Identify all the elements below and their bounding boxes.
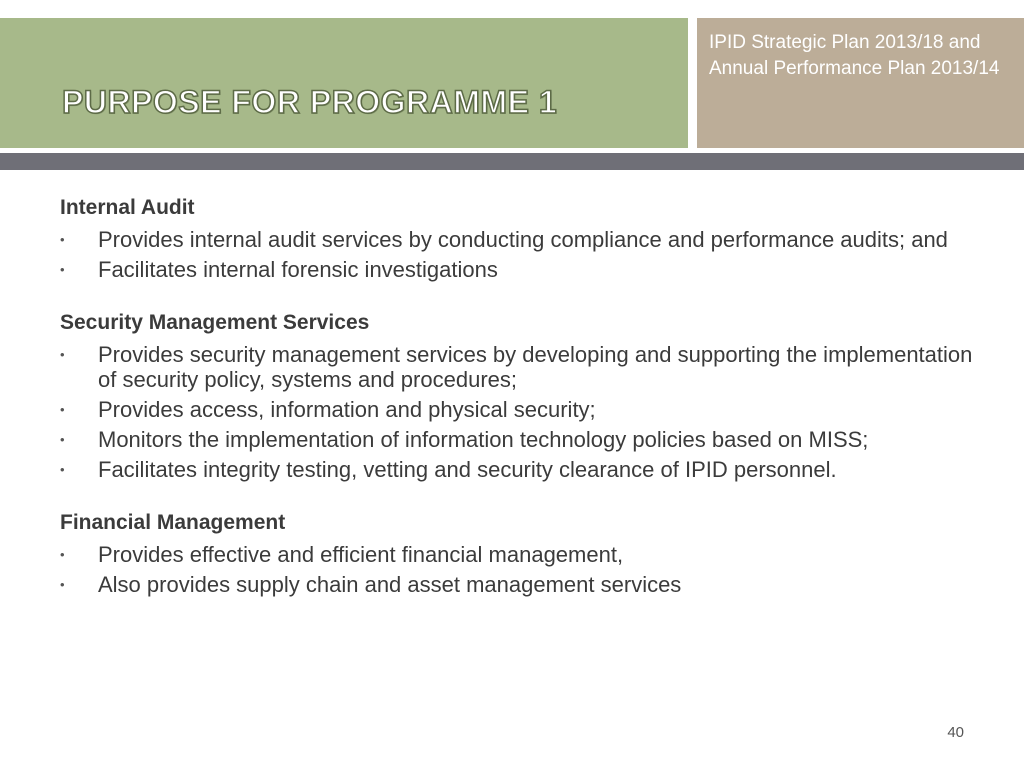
- page-number: 40: [947, 724, 964, 741]
- bullet-item: [60, 542, 980, 567]
- bullet-text: Facilitates integrity testing, vetting and security clearance of IPID personnel.: [98, 457, 837, 482]
- section-heading: Security Management Services: [60, 311, 370, 334]
- bullet-icon: •: [60, 577, 65, 592]
- bullet-icon: •: [60, 547, 65, 562]
- bullet-list: [60, 542, 980, 597]
- bullet-item: [60, 342, 980, 392]
- bullet-text: Provides internal audit services by conducting compliance and performance audits; and: [98, 227, 948, 252]
- bullet-text: Provides security management services by developing and supporting the implementation of security policy, systems and procedures;: [98, 342, 973, 392]
- section-heading: Internal Audit: [60, 196, 195, 219]
- divider-bar: [0, 153, 1024, 170]
- bullet-item: [60, 572, 980, 597]
- bullet-text: Provides effective and efficient financial management,: [98, 542, 624, 567]
- side-banner: [697, 18, 1024, 148]
- bullet-item: [60, 227, 980, 252]
- bullet-text: Also provides supply chain and asset management services: [98, 572, 682, 597]
- slide-title: PURPOSE FOR PROGRAMME 1: [62, 84, 558, 120]
- bullet-icon: •: [60, 432, 65, 447]
- bullet-list: [60, 227, 980, 282]
- slide-content: [60, 194, 980, 624]
- title-banner: [0, 18, 688, 148]
- bullet-icon: •: [60, 262, 65, 277]
- bullet-item: [60, 257, 980, 282]
- bullet-icon: •: [60, 232, 65, 247]
- bullet-icon: •: [60, 402, 65, 417]
- section-internal-audit: [60, 194, 980, 282]
- section-financial-management: [60, 509, 980, 597]
- bullet-icon: •: [60, 462, 65, 477]
- bullet-item: [60, 457, 980, 482]
- section-heading: Financial Management: [60, 511, 286, 534]
- bullet-text: Provides access, information and physical security;: [98, 397, 596, 422]
- bullet-text: Facilitates internal forensic investigations: [98, 257, 498, 282]
- bullet-item: [60, 397, 980, 422]
- bullet-text: Monitors the implementation of information technology policies based on MISS;: [98, 427, 869, 452]
- top-strip: [0, 0, 1024, 18]
- section-security-management: [60, 309, 980, 482]
- side-banner-label: IPID Strategic Plan 2013/18 and Annual Performance Plan 2013/14: [709, 32, 1000, 79]
- bullet-icon: •: [60, 347, 65, 362]
- bullet-item: [60, 427, 980, 452]
- bullet-list: [60, 342, 980, 482]
